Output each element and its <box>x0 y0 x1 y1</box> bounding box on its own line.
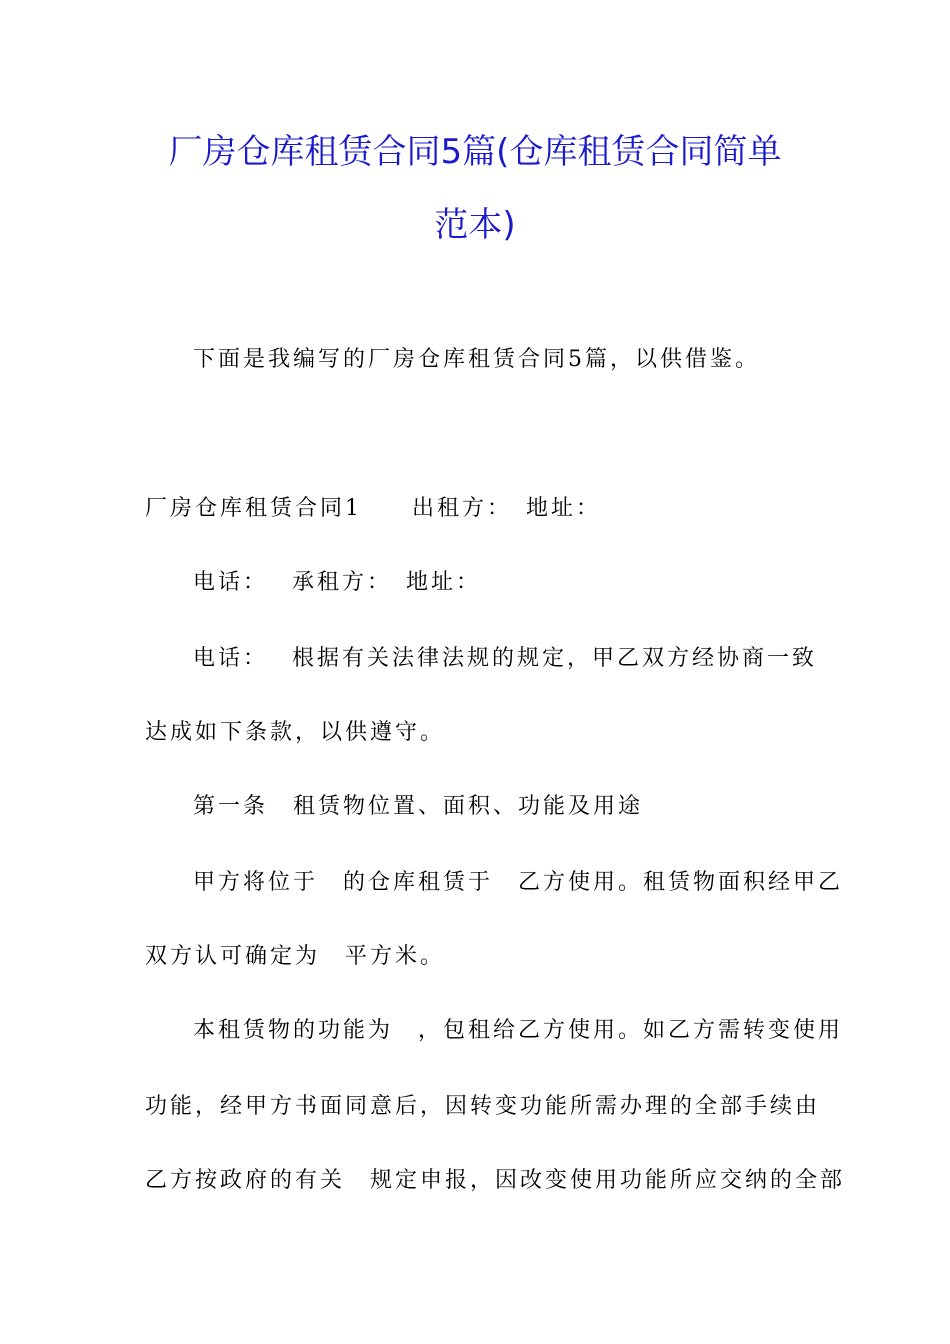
article-1-paragraph-1-line-1: 甲方将位于 的仓库租赁于 乙方使用。租赁物面积经甲乙 <box>193 870 844 895</box>
article-1-heading: 第一条 租赁物位置、面积、功能及用途 <box>193 794 644 819</box>
article-1-paragraph-2-line-2: 功能，经甲方书面同意后，因转变功能所需办理的全部手续由 <box>145 1094 821 1119</box>
party-info-line: 电话： 承租方： 地址： <box>193 570 481 595</box>
article-1-paragraph-2-line-3: 乙方按政府的有关 规定申报，因改变使用功能所应交纳的全部 <box>145 1168 846 1193</box>
article-1-paragraph-2-line-1: 本租赁物的功能为 ，包租给乙方使用。如乙方需转变使用 <box>193 1018 844 1043</box>
document-title-line-1: 厂房仓库租赁合同5篇(仓库租赁合同简单 <box>168 132 782 172</box>
preamble-line-1: 电话： 根据有关法律法规的规定，甲乙双方经协商一致 <box>193 646 817 671</box>
article-1-paragraph-1-line-2: 双方认可确定为 平方米。 <box>145 944 446 969</box>
document-title-line-2: 范本) <box>434 205 516 245</box>
contract-header-line: 厂房仓库租赁合同1 出租方： 地址： <box>145 496 601 521</box>
intro-paragraph: 下面是我编写的厂房仓库租赁合同5篇，以供借鉴。 <box>193 347 760 372</box>
preamble-line-2: 达成如下条款，以供遵守。 <box>145 720 446 745</box>
